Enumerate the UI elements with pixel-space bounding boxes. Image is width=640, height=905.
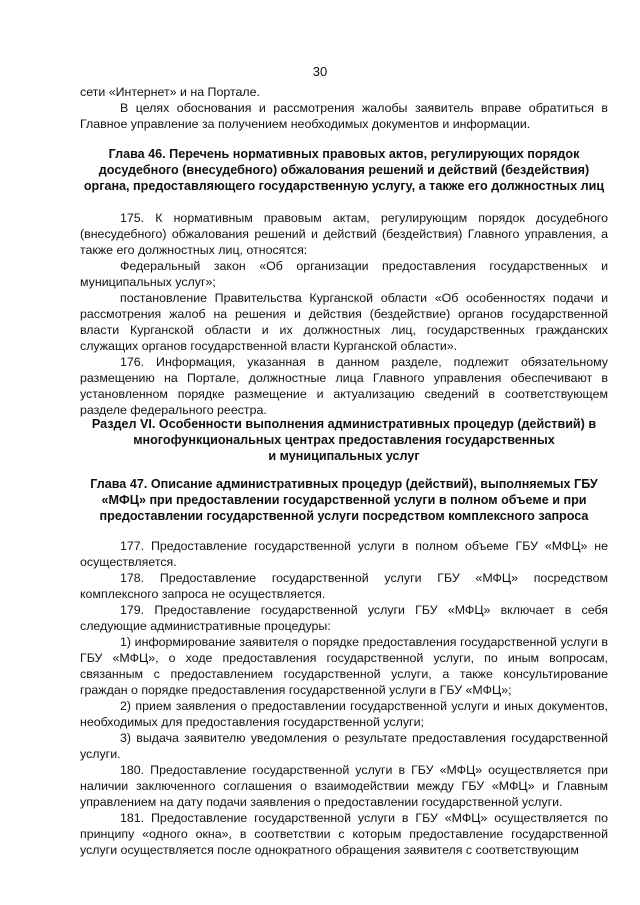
heading-line: Глава 46. Перечень нормативных правовых актов, регулирующих порядок bbox=[108, 147, 580, 161]
paragraph: 181. Предоставление государственной услуги в ГБУ «МФЦ» осуществляется по принципу «одного окна», в соответствии с которым предоставление государственной услуги осуществляется после однократного обращения заявителя с соответствующим bbox=[80, 811, 608, 857]
chapter-47-heading bbox=[80, 476, 608, 524]
paragraph: 178. Предоставление государственной услуги ГБУ «МФЦ» посредством комплексного запроса не осуществляется. bbox=[80, 571, 608, 601]
paragraph: 175. К нормативным правовым актам, регулирующим порядок досудебного (внесудебного) обжалования решений и действий (бездействия) Главного управления, а также его должностных лиц, относятся: bbox=[80, 211, 608, 257]
heading-line: досудебного (внесудебного) обжалования решений и действий (бездействия) bbox=[98, 163, 590, 177]
paragraph: 3) выдача заявителю уведомления о результате предоставления государственной услуги. bbox=[80, 731, 608, 761]
heading-line: органа, предоставляющего государственную услугу, а также его должностных лиц bbox=[83, 179, 605, 193]
paragraph: 179. Предоставление государственной услуги ГБУ «МФЦ» включает в себя следующие административные процедуры: bbox=[80, 603, 608, 633]
chapter-46-heading bbox=[80, 146, 608, 194]
heading-line: Раздел VI. Особенности выполнения административных процедур (действий) в bbox=[91, 417, 597, 431]
paragraph: постановление Правительства Курганской области «Об особенностях подачи и рассмотрения жалоб на решения и действия (бездействие) органов государственной власти Курганской области и их должностных лиц, государственных гражданских служащих органов государственной власти Курганской области». bbox=[80, 291, 608, 353]
paragraph: В целях обоснования и рассмотрения жалобы заявитель вправе обратиться в Главное управление за получением необходимых документов и информации. bbox=[80, 101, 608, 131]
intro-paragraphs bbox=[80, 84, 608, 132]
section-6-heading bbox=[80, 416, 608, 464]
paragraph: 177. Предоставление государственной услуги в полном объеме ГБУ «МФЦ» не осуществляется. bbox=[80, 539, 608, 569]
paragraph: 1) информирование заявителя о порядке предоставления государственной услуги в ГБУ «МФЦ», о ходе предоставления государственной услуги, по иным вопросам, связанным с предоставлением государственной услуги, а также консультирование граждан о порядке предоставления государственной услуги в ГБУ «МФЦ»; bbox=[80, 635, 608, 697]
page-number: 30 bbox=[312, 64, 328, 79]
heading-line: многофункциональных центрах предоставления государственных bbox=[133, 433, 555, 447]
heading-line: «МФЦ» при предоставлении государственной услуги в полном объеме и при bbox=[101, 493, 587, 507]
heading-line: Глава 47. Описание административных процедур (действий), выполняемых ГБУ bbox=[90, 477, 598, 491]
heading-line: предоставлении государственной услуги посредством комплексного запроса bbox=[99, 509, 589, 523]
chapter-47-body bbox=[80, 538, 608, 858]
paragraph: сети «Интернет» и на Портале. bbox=[80, 85, 260, 99]
heading-line: и муниципальных услуг bbox=[268, 449, 420, 463]
paragraph: Федеральный закон «Об организации предоставления государственных и муниципальных услуг»; bbox=[80, 259, 608, 289]
paragraph: 180. Предоставление государственной услуги в ГБУ «МФЦ» осуществляется при наличии заключенного соглашения о взаимодействии между ГБУ «МФЦ» и Главным управлением на дату подачи заявления о предоставлении государственной услуги. bbox=[80, 763, 608, 809]
paragraph: 2) прием заявления о предоставлении государственной услуги и иных документов, необходимых для предоставления государственной услуги; bbox=[80, 699, 608, 729]
chapter-46-body bbox=[80, 210, 608, 418]
paragraph: 176. Информация, указанная в данном разделе, подлежит обязательному размещению на Портале, должностные лица Главного управления обеспечивают в установленном порядке размещение и актуализацию сведений в соответствующем разделе федерального реестра. bbox=[80, 355, 608, 417]
